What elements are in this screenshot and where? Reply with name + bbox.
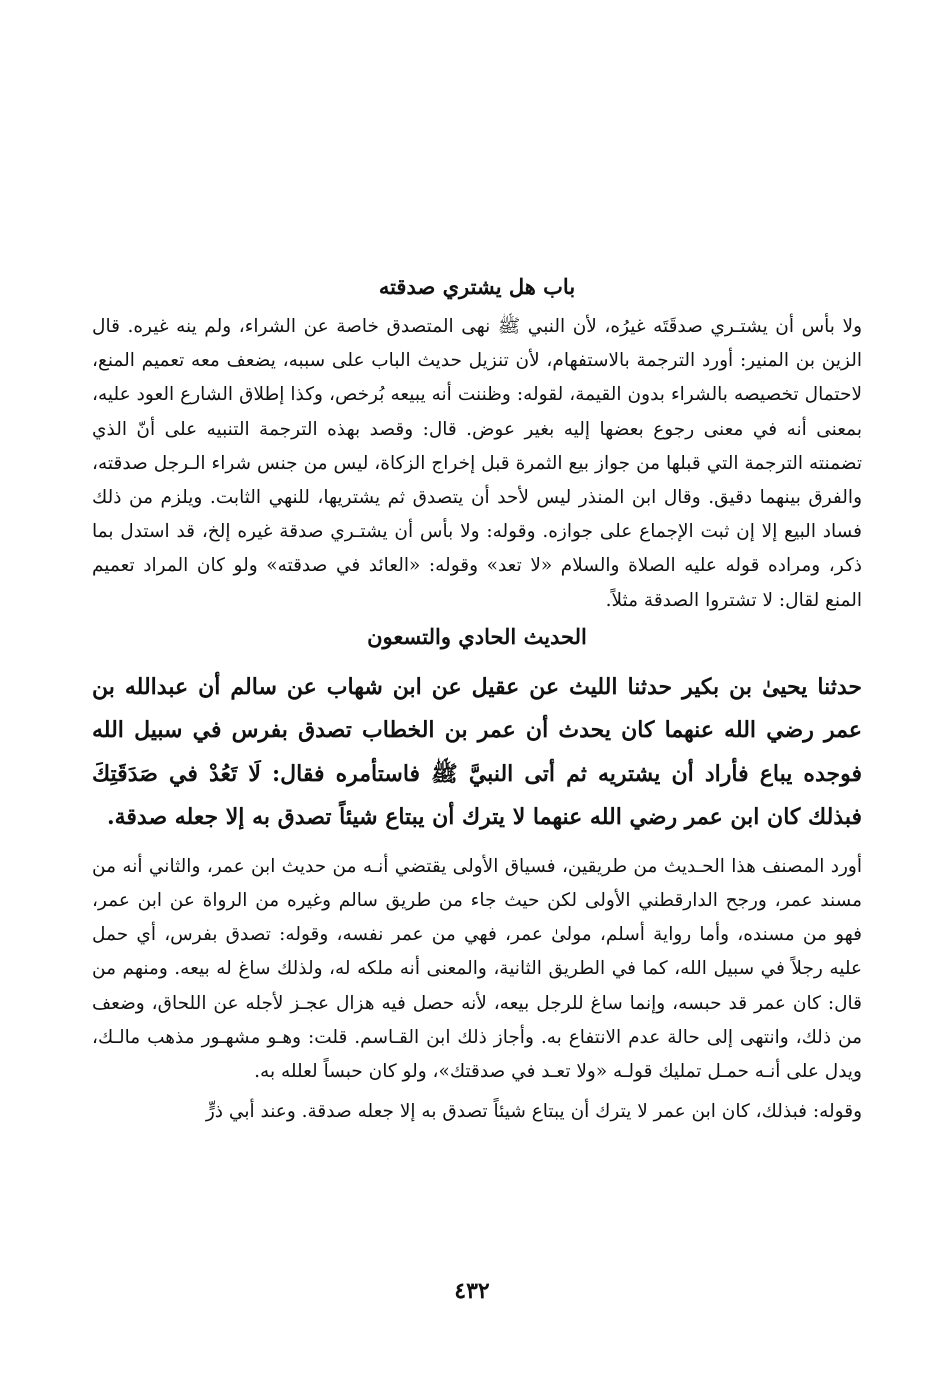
page-number: ٤٣٢ xyxy=(454,1278,490,1304)
closing-line: وقوله: فبذلك، كان ابن عمر لا يترك أن يبتاع شيئاً تصدق به إلا جعله صدقة. وعند أبي ذرٍّ xyxy=(205,1101,862,1123)
hadith-heading: الحديث الحادي والتسعون xyxy=(367,623,587,649)
hadith-commentary: أورد المصنف هذا الحـديث من طريقين، فسياق الأولى يقتضي أنـه من حديث ابن عمر، والثاني أنه من مسند عمر، ورجح الدارقطني الأولى لكن حيث جاء من طريق سالم وغيره من الرواة عن ابن عمر، فهو من مسنده، وأما رواية أسلم، مولىٰ عمر، فهي من عمر نفسه، وقوله: تصدق بفرس، أي حمل عليه رجلاً في سبيل الله، كما في الطريق الثانية، والمعنى أنه ملكه له، ولذلك ساغ له بيعه. ومنهم من قال: كان عمر قد حبسه، وإنما ساغ للرجل بيعه، لأنه حصل فيه هزال عجـز لأجله عن اللحاق، وضعف من ذلك، وانتهى إلى حالة عدم الانتفاع به. وأجاز ذلك ابن القـاسم. قلت: وهـو مشهـور مذهب مالـك، ويدل على أنـه حمـل تمليك قولـه «ولا تعـد في صدقتك»، ولو كان حبساً لعلله به. xyxy=(92,855,862,1083)
document-page xyxy=(92,270,862,1129)
hadith-text: حدثنا يحيىٰ بن بكير حدثنا الليث عن عقيل عن ابن شهاب عن سالم أن عبدالله بن عمر رضي الله عنهما كان يحدث أن عمر بن الخطاب تصدق بفرس في سبيل الله فوجده يباع فأراد أن يشتريه ثم أتى النبيَّ ﷺ فاستأمره فقال: لَا تَعُدْ في صَدَقَتِكَ فبذلك كان ابن عمر رضي الله عنهما لا يترك أن يبتاع شيئاً تصدق به إلا جعله صدقة. xyxy=(92,673,862,831)
chapter-heading: باب هل يشتري صدقته xyxy=(378,274,576,299)
chapter-commentary: ولا بأس أن يشتـري صدقَتَه غيرُه، لأن النبي ﷺ نهى المتصدق خاصة عن الشراء، ولم ينه غيره. قال الزين بن المنير: أورد الترجمة بالاستفهام، لأن تنزيل حديث الباب على سببه، يضعف معه تعميم المنع، لاحتمال تخصيصه بالشراء بدون القيمة، لقوله: وظننت أنه يبيعه بُرخص، وكذا إطلاق الشارع العود عليه، بمعنى أنه في معنى رجوع بعضها إليه بغير عوض. قال: وقصد بهذه الترجمة التنبيه على أنّ الذي تضمنته الترجمة التي قبلها من جواز بيع الثمرة قبل إخراج الزكاة، ليس من جنس شراء الـرجل صدقته، والفرق بينهما دقيق. وقال ابن المنذر ليس لأحد أن يتصدق ثم يشتريها، للنهي الثابت. ويلزم من ذلك فساد البيع إلا إن ثبت الإجماع على جوازه. وقوله: ولا بأس أن يشتـري صدقة غيره إلخ، قد استدل بما ذكر، ومراده قوله عليه الصلاة والسلام «لا تعد» وقوله: «العائد في صدقته» ولو كان المراد تعميم المنع لقال: لا تشتروا الصدقة مثلاً. xyxy=(92,316,862,611)
